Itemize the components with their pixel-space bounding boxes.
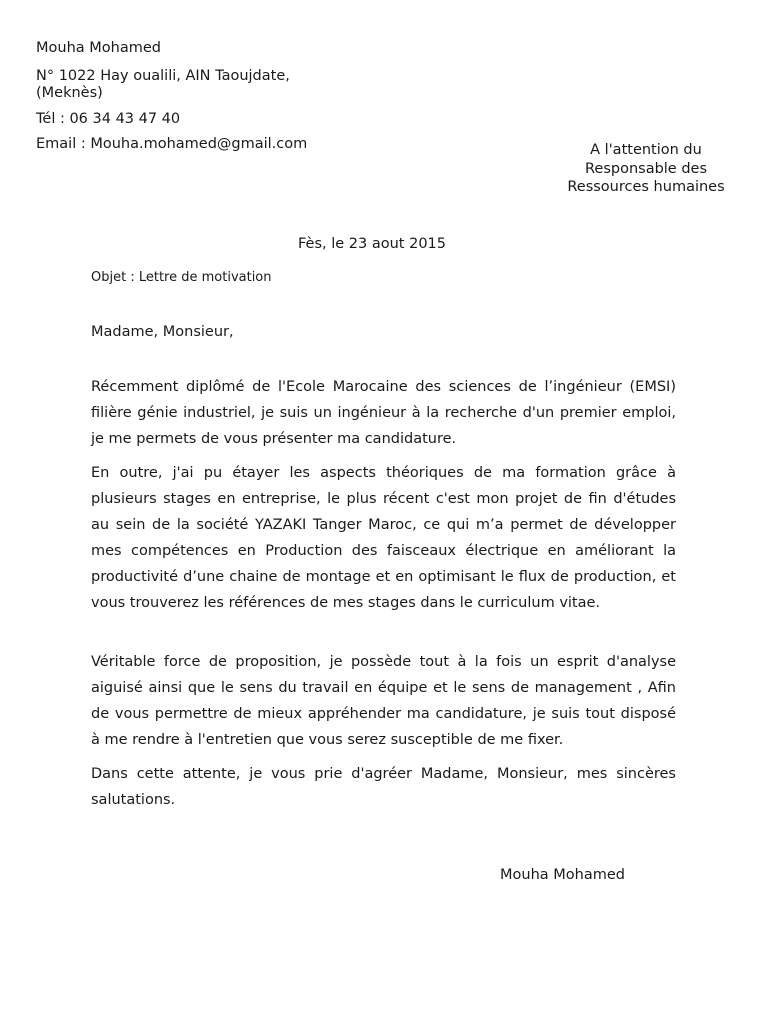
signature: Mouha Mohamed — [500, 867, 625, 883]
letter-date: Fès, le 23 aout 2015 — [298, 236, 447, 252]
letter-object: Objet : Lettre de motivation — [91, 270, 272, 285]
sender-email-clipped — [36, 134, 366, 152]
recipient-line2: Responsable des — [584, 160, 708, 177]
sender-phone: Tél : 06 34 43 47 40 — [36, 111, 181, 127]
sender-email: Email : Mouha.mohamed@gmail.com — [36, 136, 308, 152]
paragraph-2: En outre, j'ai pu étayer les aspects théoriques de ma formation grâce à plusieurs stages en entreprise, le plus récent c'est mon projet de fin d'études au sein de la société YAZAKI Tanger Maroc, ce qui m’a permet de développer mes compétences en Production des faisceaux électrique en améliorant la productivité d’une chaine de montage et en optimisant le flux de production, et vous trouverez les références de mes stages dans le curriculum vitae. — [91, 465, 676, 611]
paragraph-3: Véritable force de proposition, je possède tout à la fois un esprit d'analyse aiguisé ainsi que le sens du travail en équipe et le sens de management , Afin de vous permettre de mieux appréhender ma candidature, je suis tout disposé à me rendre à l'entretien que vous serez susceptible de me fixer. — [91, 654, 676, 748]
sender-address-line2: (Meknès) — [36, 85, 103, 101]
sender-name: Mouha Mohamed — [36, 40, 161, 56]
paragraph-1: Récemment diplômé de l'Ecole Marocaine des sciences de l’ingénieur (EMSI) filière génie industriel, je suis un ingénieur à la recherche d'un premier emploi, je me permets de vous présenter ma candidature. — [91, 379, 676, 447]
sender-address-line1: N° 1022 Hay oualili, AIN Taoujdate, — [36, 68, 290, 84]
recipient-line3: Ressources humaines — [567, 179, 725, 195]
paragraph-4: Dans cette attente, je vous prie d'agréer Madame, Monsieur, mes sincères salutations. — [91, 766, 676, 808]
recipient-line1: A l'attention du — [590, 142, 702, 158]
salutation: Madame, Monsieur, — [91, 324, 234, 340]
recipient-block — [556, 141, 736, 197]
